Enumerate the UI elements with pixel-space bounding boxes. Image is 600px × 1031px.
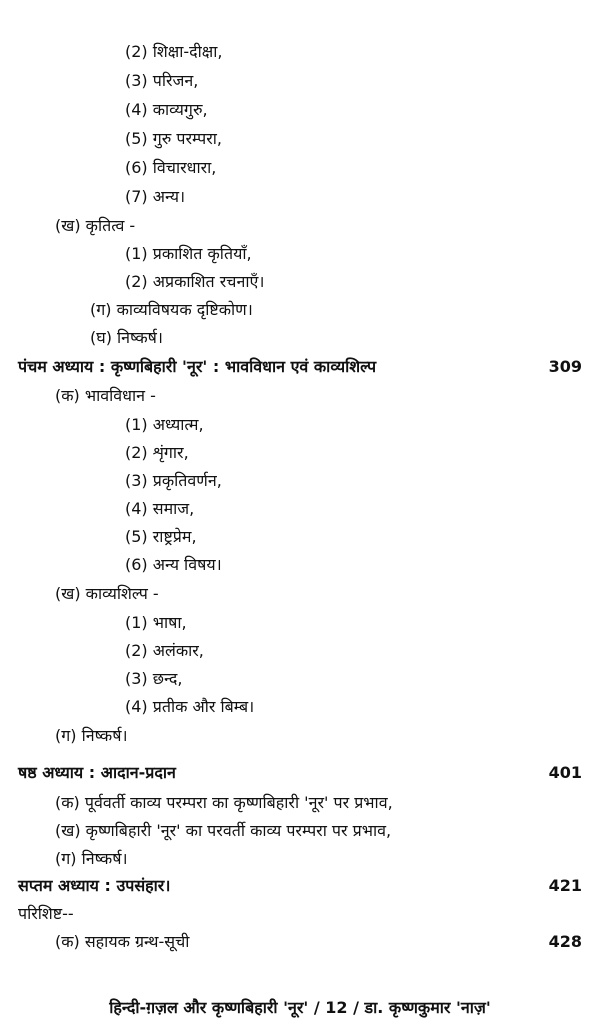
toc-section: (क) भावविधान -	[55, 386, 156, 405]
toc-entry: (1) अध्यात्म,	[125, 415, 204, 434]
toc-entry: (7) अन्य।	[125, 187, 186, 206]
toc-section: (क) सहायक ग्रन्थ-सूची 428	[0, 928, 600, 956]
page-number: 401	[548, 763, 582, 782]
chapter-heading-7: सप्तम अध्याय : उपसंहार। 421	[0, 872, 600, 900]
toc-entry: (4) समाज,	[125, 499, 195, 518]
toc-entry: (2) शृंगार,	[125, 443, 189, 462]
toc-section: (ग) निष्कर्ष।	[55, 726, 128, 745]
page-number: 309	[548, 357, 582, 376]
toc-entry: (1) प्रकाशित कृतियाँ,	[125, 244, 252, 263]
toc-section: (ग) निष्कर्ष।	[55, 849, 128, 868]
toc-entry: (5) राष्ट्रप्रेम,	[125, 527, 197, 546]
toc-entry: (1) भाषा,	[125, 613, 187, 632]
toc-entry: (3) परिजन,	[125, 71, 199, 90]
appendix-heading: परिशिष्ट--	[18, 904, 74, 923]
toc-entry: (6) विचारधारा,	[125, 158, 217, 177]
toc-section: (ख) कृष्णबिहारी 'नूर' का परवर्ती काव्य परम्परा पर प्रभाव,	[55, 821, 392, 840]
toc-entry: (2) अलंकार,	[125, 641, 204, 660]
toc-section: (ग) काव्यविषयक दृष्टिकोण।	[90, 300, 253, 319]
toc-section: (ख) काव्यशिल्प -	[55, 584, 159, 603]
chapter-heading-6: षष्ठ अध्याय : आदान-प्रदान 401	[0, 759, 600, 787]
page-number: 421	[548, 876, 582, 895]
toc-section: (ख) कृतित्व -	[55, 216, 136, 235]
toc-entry: (2) अप्रकाशित रचनाएँ।	[125, 272, 265, 291]
toc-entry: (4) प्रतीक और बिम्ब।	[125, 697, 255, 716]
page-footer: हिन्दी-ग़ज़ल और कृष्णबिहारी 'नूर' / 12 / डा. कृष्णकुमार 'नाज़'	[109, 998, 491, 1017]
page-number: 428	[548, 932, 582, 951]
chapter-heading-5: पंचम अध्याय : कृष्णबिहारी 'नूर' : भावविधान एवं काव्यशिल्प 309	[0, 353, 600, 381]
toc-entry: (5) गुरु परम्परा,	[125, 129, 223, 148]
toc-section: (क) पूर्ववर्ती काव्य परम्परा का कृष्णबिहारी 'नूर' पर प्रभाव,	[55, 793, 393, 812]
toc-entry: (3) प्रकृतिवर्णन,	[125, 471, 222, 490]
toc-entry: (3) छन्द,	[125, 669, 183, 688]
toc-entry: (4) काव्यगुरु,	[125, 100, 208, 119]
toc-entry: (6) अन्य विषय।	[125, 555, 222, 574]
toc-section: (घ) निष्कर्ष।	[90, 328, 163, 347]
toc-entry: (2) शिक्षा-दीक्षा,	[125, 42, 223, 61]
